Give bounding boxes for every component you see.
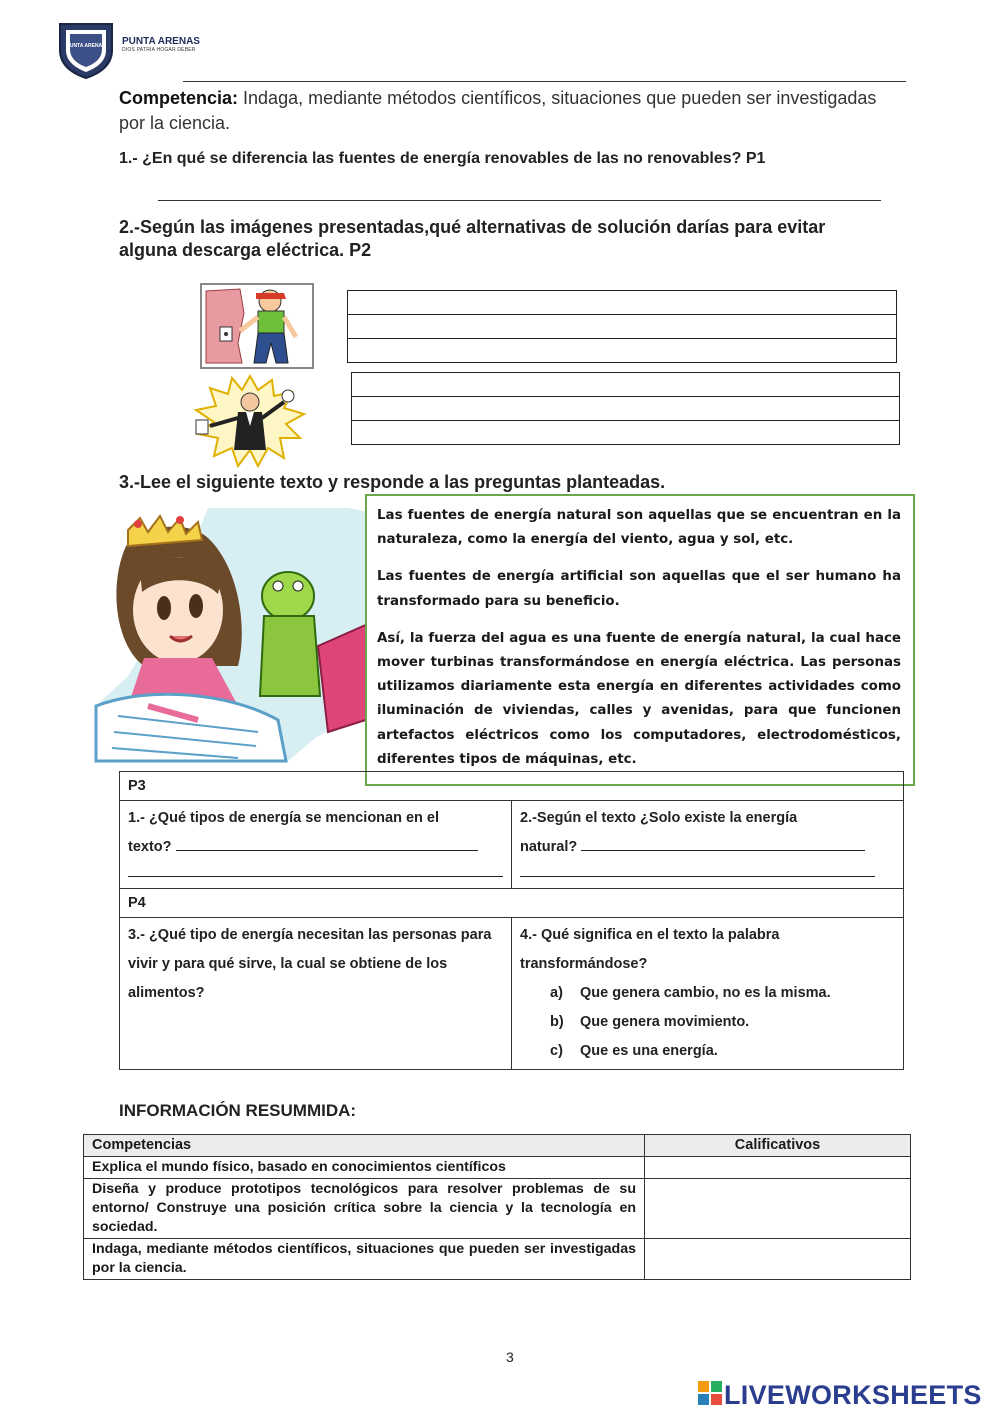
col-calificativos: Calificativos (645, 1135, 911, 1157)
question-cell-3 (120, 918, 512, 1070)
section-p3-label: P3 (128, 778, 146, 794)
school-logo (56, 20, 200, 80)
boy-outlet-illustration (200, 283, 314, 369)
col-competencias: Competencias (84, 1135, 645, 1157)
page-number: 3 (506, 1349, 514, 1365)
question-2: 2.-Según las imágenes presentadas,qué alternativas de solución darías para evitar alguna descarga eléctrica. P2 (119, 217, 826, 260)
reading-text-box (365, 494, 915, 786)
option-text: Que genera cambio, no es la misma. (580, 985, 831, 1001)
question-3: 3.-Lee el siguiente texto y responde a las preguntas planteadas. (119, 472, 666, 492)
reading-paragraph-1: Las fuentes de energía natural son aquellas que se encuentran en la naturaleza, como la energía del viento, agua y sol, etc. (377, 508, 901, 548)
answer-line-q1[interactable] (158, 200, 881, 201)
reading-paragraph-2: Las fuentes de energía artificial son aquellas que el ser humano ha transformado para su beneficio. (377, 569, 901, 609)
option-letter: b) (550, 1014, 564, 1030)
electric-shock-illustration (188, 372, 313, 468)
question-cell-2 (512, 801, 904, 889)
question-1a: 1.- ¿Qué tipos de energía se mencionan en el (128, 810, 440, 826)
liveworksheets-brand[interactable]: LIVEWORKSHEETS (724, 1380, 982, 1410)
answer-blank[interactable] (176, 836, 478, 851)
section-p4-label: P4 (128, 895, 146, 911)
option-c[interactable] (520, 1037, 895, 1066)
question-3-text: 3.- ¿Qué tipo de energía necesitan las personas para vivir y para qué sirve, la cual se obtiene de los alimentos? (128, 927, 492, 1001)
summary-title: INFORMACIÓN RESUMMIDA: (119, 1101, 357, 1120)
answer-line[interactable] (348, 339, 896, 362)
answer-line[interactable] (352, 421, 899, 444)
question-2b: natural? (520, 839, 578, 855)
section-p4 (120, 889, 904, 918)
option-text: Que genera movimiento. (580, 1014, 750, 1030)
school-name: PUNTA ARENAS (122, 36, 200, 47)
summary-row-2: Diseña y produce prototipos tecnológicos para resolver problemas de su entorno/ Construye una posición crítica sobre la ciencia y la tecnología en sociedad. (84, 1179, 645, 1239)
reading-paragraph-3: Así, la fuerza del agua es una fuente de energía natural, la cual hace mover turbinas transformándose en energía eléctrica. Las personas utilizamos diariamente esta energía en diferentes actividades como iluminación de viviendas, calles y avenidas, para que funcionen artefactos eléctricos como los computadores, electrodomésticos, diferentes tipos de máquinas, etc. (377, 630, 901, 767)
header-rule (183, 81, 906, 82)
question-4b: transformándose? (520, 956, 648, 972)
school-motto: DIOS PATRIA HOGAR DEBER (122, 47, 196, 53)
question-1: 1.- ¿En qué se diferencia las fuentes de energía renovables de las no renovables? P1 (119, 150, 766, 167)
section-p3 (120, 772, 904, 801)
question-1b: texto? (128, 839, 172, 855)
competencia-label: Competencia: (119, 88, 239, 108)
school-shield-icon (56, 20, 116, 80)
shield-text: PUNTA ARENAS (66, 43, 106, 49)
summary-row-1: Explica el mundo físico, basado en conocimientos científicos (84, 1157, 645, 1179)
grade-cell[interactable] (645, 1179, 911, 1239)
answer-box-image-2 (351, 372, 900, 445)
answer-options (520, 979, 895, 1066)
girl-reading-illustration (88, 506, 388, 768)
grade-cell[interactable] (645, 1239, 911, 1280)
option-text: Que es una energía. (580, 1043, 718, 1059)
answer-blank[interactable] (520, 862, 875, 877)
school-name-block (122, 36, 200, 53)
question-cell-1 (120, 801, 512, 889)
grade-cell[interactable] (645, 1157, 911, 1179)
option-letter: a) (550, 985, 563, 1001)
competencia-text: Indaga, mediante métodos científicos, situaciones que pueden ser investigadas por la ciencia. (119, 88, 877, 133)
answer-blank[interactable] (581, 836, 865, 851)
questions-table (119, 771, 904, 1070)
answer-box-image-1 (347, 290, 897, 363)
question-cell-4 (512, 918, 904, 1070)
answer-line[interactable] (348, 315, 896, 339)
summary-row-3: Indaga, mediante métodos científicos, situaciones que pueden ser investigadas por la ciencia. (84, 1239, 645, 1280)
answer-line[interactable] (352, 397, 899, 421)
option-letter: c) (550, 1043, 563, 1059)
answer-line[interactable] (348, 291, 896, 315)
liveworksheets-logo-icon (698, 1381, 722, 1405)
option-b[interactable] (520, 1008, 895, 1037)
option-a[interactable] (520, 979, 895, 1008)
question-2a: 2.-Según el texto ¿Solo existe la energía (520, 810, 798, 826)
answer-blank[interactable] (128, 862, 503, 877)
competencia-statement (119, 86, 879, 136)
question-4a: 4.- Qué significa en el texto la palabra (520, 927, 780, 943)
summary-table (83, 1134, 911, 1280)
answer-line[interactable] (352, 373, 899, 397)
